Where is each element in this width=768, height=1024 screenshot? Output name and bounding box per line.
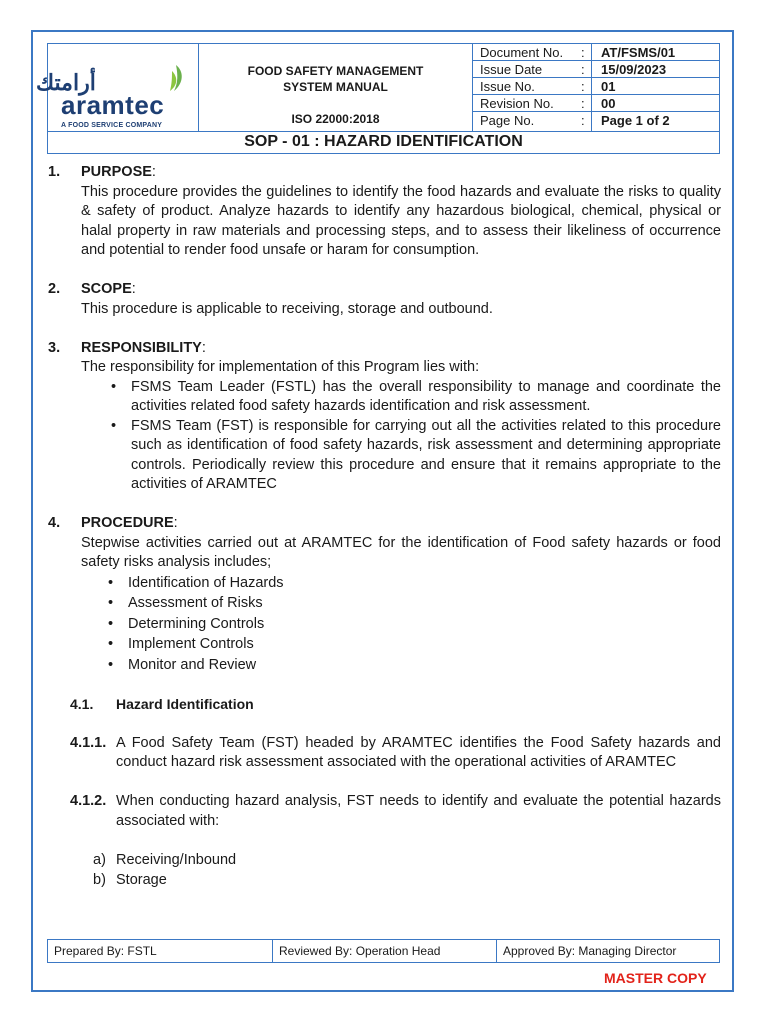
document-meta (473, 44, 719, 131)
meta-colon: : (581, 62, 585, 77)
iso-standard: ISO 22000:2018 (291, 112, 380, 126)
lettered-list (48, 851, 721, 891)
sop-title: SOP - 01 : HAZARD IDENTIFICATION (48, 131, 719, 153)
manual-title-line-1: FOOD SAFETY MANAGEMENT (247, 64, 424, 78)
clause-4-1-1 (48, 734, 721, 773)
prepared-by: Prepared By: FSTL (54, 944, 157, 958)
item-letter: b) (93, 871, 106, 888)
list-item: • FSMS Team (FST) is responsible for carrying out all the activities related to this procedure such as identification of food safety hazards, risk assessment and determining appropriate controls. Periodically review this procedure and ensure that it remains appropriate to the activities of ARAMTEC (131, 417, 721, 495)
approval-footer (47, 939, 720, 963)
item-letter: a) (93, 851, 106, 868)
section-title: RESPONSIBILITY (81, 339, 202, 356)
item-text: Receiving/Inbound (116, 851, 237, 868)
section-title: SCOPE (81, 281, 132, 297)
section-number: 4. (48, 515, 61, 531)
list-item: • Identification of Hazards (128, 573, 721, 594)
section-number: 2. (48, 281, 61, 297)
meta-colon: : (581, 79, 585, 94)
section-number: 1. (48, 164, 61, 180)
meta-value: 15/09/2023 (601, 62, 667, 77)
section-scope: 2. SCOPE: This procedure is applicable to receiving, storage and outbound. (48, 280, 721, 319)
list-item: • FSMS Team Leader (FSTL) has the overall responsibility to manage and coordinate the activities related food safety hazards identification and risk assessment. (131, 378, 721, 417)
meta-row-issue-no (473, 78, 719, 95)
subsection-hazard-identification (48, 695, 721, 715)
manual-title-line-2: SYSTEM MANUAL (283, 80, 388, 94)
section-title: PURPOSE (81, 164, 152, 180)
list-item: • Determining Controls (128, 614, 721, 635)
meta-colon: : (581, 113, 585, 128)
section-text: The responsibility for implementation of this Program lies with: (81, 359, 480, 375)
logo-arabic-text: أرامتك (36, 70, 96, 95)
list-item: • Implement Controls (128, 634, 721, 655)
responsibility-list (131, 378, 721, 495)
clause-text: A Food Safety Team (FST) headed by ARAMTEC identifies the Food Safety hazards and conduct hazard risk assessment associated with the operational activities of ARAMTEC (116, 734, 721, 770)
subsection-number: 4.1. (70, 695, 94, 712)
clause-4-1-2 (48, 792, 721, 831)
section-procedure: 4. PROCEDURE: Stepwise activities carried out at ARAMTEC for the identification of Food safety hazards or food safety risks analysis includes; • Identification of Hazards • Assessment of Risks • Determining Controls • Implement Controls • Monitor and Review (48, 514, 721, 675)
meta-row-revision-no (473, 95, 719, 112)
clause-number: 4.1.1. (70, 734, 107, 751)
subsection-title: Hazard Identification (116, 695, 254, 712)
section-responsibility: 3. RESPONSIBILITY: The responsibility for implementation of this Program lies with: • FSMS Team Leader (FSTL) has the overall responsibility to manage and coordinate the activities related food safety hazards identification and risk assessment. • FSMS Team (FST) is responsible for carrying out all the activities related to this procedure such as identification of food safety hazards, risk assessment and determining appropriate controls. Periodically review this procedure and ensure that it remains appropriate to the activities of ARAMTEC (48, 339, 721, 495)
meta-key: Issue No. (480, 79, 535, 94)
list-item: • Assessment of Risks (128, 593, 721, 614)
meta-key: Page No. (480, 113, 535, 128)
meta-value: Page 1 of 2 (601, 113, 670, 128)
item-text: Storage (116, 871, 167, 888)
reviewed-by: Reviewed By: Operation Head (272, 940, 496, 962)
section-title: PROCEDURE (81, 515, 174, 531)
approved-by: Approved By: Managing Director (496, 940, 719, 962)
section-text: This procedure provides the guidelines to identify the food hazards and evaluate the risks to quality & safety of product. Analyze hazards to identify any hazardous biological, chemical, physical or halal property in raw materials and processing steps, and to assess their likeliness of occurrence and potential to render food unsafe or haram for consumption. (81, 183, 721, 258)
meta-colon: : (581, 96, 585, 111)
meta-colon: : (581, 45, 585, 60)
document-body (48, 163, 721, 891)
section-text: This procedure is applicable to receiving, storage and outbound. (81, 300, 493, 317)
manual-title-cell (199, 44, 473, 131)
list-item: • Monitor and Review (128, 655, 721, 676)
meta-value: AT/FSMS/01 (601, 45, 676, 60)
meta-key: Document No. (480, 45, 564, 60)
meta-row-page-no (473, 112, 719, 131)
logo-wordmark: aramtec (61, 90, 165, 120)
section-purpose: 1. PURPOSE: This procedure provides the guidelines to identify the food hazards and evaluate the risks to quality & safety of product. Analyze hazards to identify any hazardous biological, chemical, physical or halal property in raw materials and processing steps, and to assess their likeliness of occurrence and potential to render food unsafe or haram for consumption. (48, 163, 721, 261)
meta-value: 01 (601, 79, 616, 94)
clause-number: 4.1.2. (70, 793, 107, 809)
procedure-steps-list (128, 573, 721, 676)
section-number: 3. (48, 339, 61, 356)
meta-key: Issue Date (480, 62, 543, 77)
clause-text: When conducting hazard analysis, FST needs to identify and evaluate the potential hazards associated with: (116, 793, 721, 829)
master-copy-stamp: MASTER COPY (604, 970, 707, 986)
meta-row-issue-date (473, 61, 719, 78)
list-item (48, 851, 721, 871)
logo-tagline: A FOOD SERVICE COMPANY (61, 122, 163, 129)
list-item (48, 871, 721, 891)
leaf-logo-icon (166, 63, 186, 93)
meta-row-document-no (473, 44, 719, 61)
meta-key: Revision No. (480, 96, 554, 111)
section-text: Stepwise activities carried out at ARAMTEC for the identification of Food safety hazards or food safety risks analysis includes; (81, 534, 721, 570)
meta-value: 00 (601, 96, 616, 111)
